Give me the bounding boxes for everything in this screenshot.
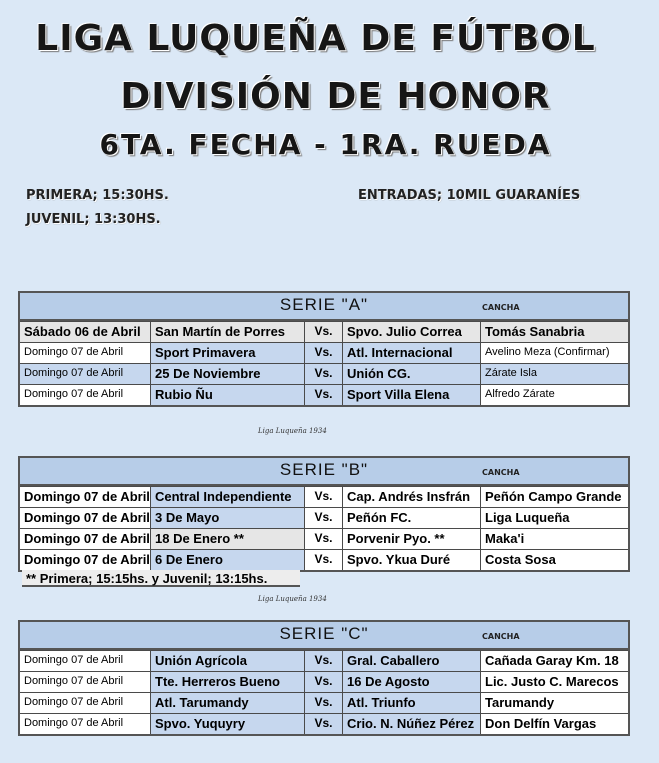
away-team: Atl. Internacional [342, 343, 480, 363]
versus: Vs. [304, 714, 342, 734]
league-signature: Liga Luqueña 1934 [258, 427, 327, 435]
match-date: Domingo 07 de Abril [24, 717, 124, 729]
home-team: Sport Primavera [150, 343, 304, 363]
venue: Zárate Isla [480, 364, 628, 384]
venue: Lic. Justo C. Marecos [480, 672, 628, 692]
home-team: Spvo. Yuquyry [150, 714, 304, 734]
serie-c-table [18, 620, 630, 736]
juvenil-time: JUVENIL; 13:30HS. [26, 212, 161, 227]
table-row [20, 692, 628, 713]
versus: Vs. [304, 364, 342, 384]
match-date: Domingo 07 de Abril [20, 364, 150, 384]
away-team: Crio. N. Núñez Pérez [342, 714, 480, 734]
match-date: Domingo 07 de Abril [20, 343, 150, 363]
venue: Peñón Campo Grande [480, 487, 628, 507]
table-row [20, 321, 628, 342]
venue: Maka'i [480, 529, 628, 549]
match-date: Domingo 07 de Abril [24, 531, 150, 546]
home-team: Tte. Herreros Bueno [150, 672, 304, 692]
away-team: Spvo. Ykua Duré [342, 550, 480, 570]
table-row [20, 713, 628, 734]
match-date: Domingo 07 de Abril [24, 510, 150, 525]
table-row [20, 549, 628, 570]
table-row [20, 342, 628, 363]
versus: Vs. [304, 322, 342, 342]
serie-b-footnote: ** Primera; 15:15hs. y Juvenil; 13:15hs. [22, 570, 300, 587]
away-team: Cap. Andrés Insfrán [342, 487, 480, 507]
match-date: Domingo 07 de Abril [24, 654, 124, 666]
versus: Vs. [304, 343, 342, 363]
venue: Liga Luqueña [480, 508, 628, 528]
venue: Costa Sosa [480, 550, 628, 570]
entradas-price: ENTRADAS; 10MIL GUARANÍES [358, 188, 581, 203]
serie-c-title: SERIE "C" [279, 624, 369, 643]
home-team: Central Independiente [150, 487, 304, 507]
table-row [20, 671, 628, 692]
home-team: 25 De Noviembre [150, 364, 304, 384]
serie-a-cancha-label: CANCHA [482, 303, 520, 312]
table-row [20, 384, 628, 405]
table-row [20, 650, 628, 671]
match-date: Domingo 07 de Abril [24, 675, 124, 687]
home-team: 6 De Enero [150, 550, 304, 570]
versus: Vs. [304, 693, 342, 713]
home-team: Atl. Tarumandy [150, 693, 304, 713]
versus: Vs. [304, 529, 342, 549]
serie-b-header [20, 458, 628, 486]
away-team: Peñón FC. [342, 508, 480, 528]
serie-b-title: SERIE "B" [279, 460, 369, 479]
serie-a-header [20, 293, 628, 321]
match-date: Domingo 07 de Abril [24, 489, 150, 504]
table-row [20, 528, 628, 549]
away-team: 16 De Agosto [342, 672, 480, 692]
league-signature: Liga Luqueña 1934 [258, 595, 327, 603]
table-row [20, 363, 628, 384]
away-team: Gral. Caballero [342, 651, 480, 671]
home-team: San Martín de Porres [150, 322, 304, 342]
league-title: LIGA LUQUEÑA DE FÚTBOL [35, 18, 596, 59]
serie-a-title: SERIE "A" [279, 295, 369, 314]
serie-a-table [18, 291, 630, 407]
venue: Tomás Sanabria [480, 322, 628, 342]
home-team: Rubio Ñu [150, 385, 304, 405]
venue: Don Delfín Vargas [480, 714, 628, 734]
division-title: DIVISIÓN DE HONOR [120, 76, 551, 117]
away-team: Porvenir Pyo. ** [342, 529, 480, 549]
home-team: Unión Agrícola [150, 651, 304, 671]
venue: Avelino Meza (Confirmar) [480, 343, 628, 363]
round-title: 6TA. FECHA - 1RA. RUEDA [99, 128, 552, 161]
venue: Tarumandy [480, 693, 628, 713]
match-date: Domingo 07 de Abril [20, 385, 150, 405]
match-date: Domingo 07 de Abril [24, 696, 124, 708]
versus: Vs. [304, 508, 342, 528]
serie-c-cancha-label: CANCHA [482, 632, 520, 641]
versus: Vs. [304, 487, 342, 507]
versus: Vs. [304, 651, 342, 671]
serie-b-table [18, 456, 630, 572]
table-row [20, 486, 628, 507]
venue: Cañada Garay Km. 18 [480, 651, 628, 671]
serie-c-header [20, 622, 628, 650]
venue: Alfredo Zárate [480, 385, 628, 405]
versus: Vs. [304, 385, 342, 405]
away-team: Sport Villa Elena [342, 385, 480, 405]
match-date: Sábado 06 de Abril [20, 322, 150, 342]
home-team: 18 De Enero ** [150, 529, 304, 549]
versus: Vs. [304, 672, 342, 692]
primera-time: PRIMERA; 15:30HS. [26, 188, 169, 203]
match-date: Domingo 07 de Abril [24, 552, 150, 567]
versus: Vs. [304, 550, 342, 570]
table-row [20, 507, 628, 528]
serie-b-cancha-label: CANCHA [482, 468, 520, 477]
away-team: Spvo. Julio Correa [342, 322, 480, 342]
home-team: 3 De Mayo [150, 508, 304, 528]
away-team: Atl. Triunfo [342, 693, 480, 713]
away-team: Unión CG. [342, 364, 480, 384]
